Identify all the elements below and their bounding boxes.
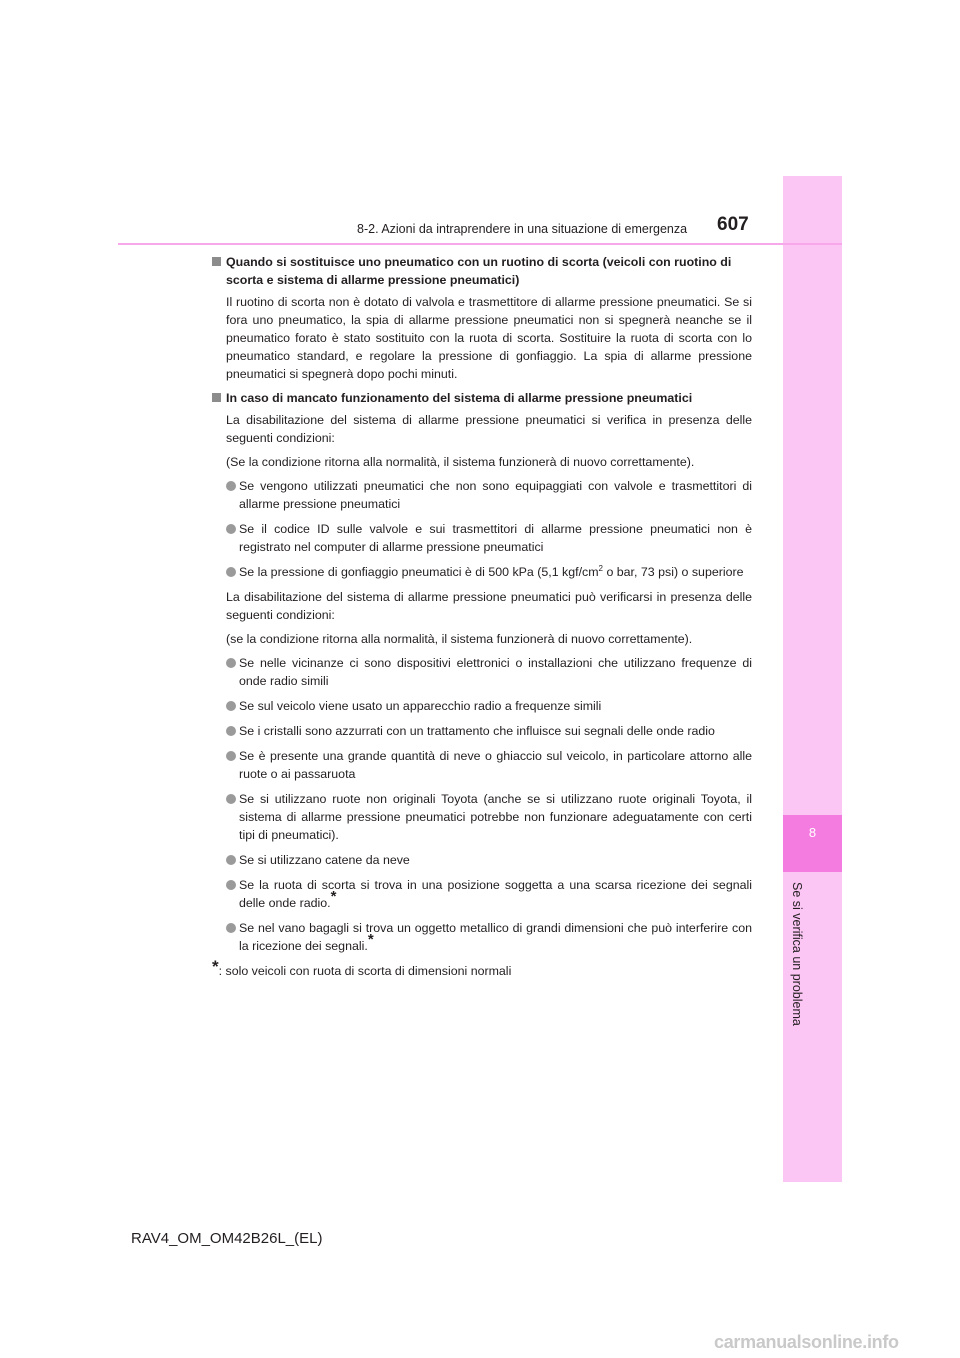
document-code: RAV4_OM_OM42B26L_(EL): [131, 1230, 323, 1247]
list-item: [226, 654, 752, 690]
section-heading: [212, 389, 752, 407]
footnote-asterisk: *: [212, 957, 219, 976]
round-bullet-icon: [226, 658, 236, 668]
list-item-text: Se la ruota di scorta si trova in una posizione soggetta a una scarsa ricezione dei segnali delle onde radio.: [239, 878, 752, 910]
round-bullet-icon: [226, 726, 236, 736]
watermark: carmanualsonline.info: [714, 1332, 899, 1352]
asterisk-mark: *: [330, 888, 337, 905]
header-divider: [118, 243, 842, 245]
section-heading: [212, 253, 752, 289]
list-item: [226, 520, 752, 556]
square-bullet-icon: [212, 257, 221, 266]
asterisk-mark: *: [367, 931, 374, 948]
list-item: [226, 790, 752, 844]
page-content: [212, 253, 752, 980]
round-bullet-icon: [226, 567, 236, 577]
list-item: [226, 722, 752, 740]
list-item-text: Se nelle vicinanze ci sono dispositivi elettronici o installazioni che utilizzano frequenze di onde radio simili: [239, 656, 752, 688]
round-bullet-icon: [226, 481, 236, 491]
chapter-title: Se si verifica un problema: [790, 882, 804, 1026]
list-item-text: Se i cristalli sono azzurrati con un trattamento che influisce sui segnali delle onde radio: [239, 724, 715, 738]
list-item: [226, 851, 752, 869]
list-item-text: Se è presente una grande quantità di neve o ghiaccio sul veicolo, in particolare attorno alle ruote o ai passaruota: [239, 749, 752, 781]
list-item: [226, 876, 752, 912]
list-item: [226, 919, 752, 955]
section-title: 8-2. Azioni da intraprendere in una situazione di emergenza: [357, 222, 688, 236]
list-item-text: Se vengono utilizzati pneumatici che non sono equipaggiati con valvole e trasmettitori di allarme pressione pneumatici: [239, 479, 752, 511]
footnote-text: : solo veicoli con ruota di scorta di dimensioni normali: [218, 964, 512, 978]
list-item-text: Se nel vano bagagli si trova un oggetto metallico di grandi dimensioni che può interferire con la ricezione dei segnali.: [239, 921, 752, 953]
chapter-number: 8: [808, 825, 817, 840]
paragraph: La disabilitazione del sistema di allarme pressione pneumatici si verifica in presenza delle seguenti condizioni:: [226, 413, 752, 445]
round-bullet-icon: [226, 794, 236, 804]
round-bullet-icon: [226, 923, 236, 933]
heading-text: In caso di mancato funzionamento del sistema di allarme pressione pneumatici: [226, 391, 693, 405]
list-item-text: Se la pressione di gonfiaggio pneumatici è di 500 kPa (5,1 kgf/cm: [239, 565, 599, 579]
footnote: [212, 957, 752, 980]
page-number: 607: [717, 214, 749, 235]
paragraph: (Se la condizione ritorna alla normalità, il sistema funzionerà di nuovo correttamente).: [226, 455, 695, 469]
round-bullet-icon: [226, 701, 236, 711]
list-item-text: Se si utilizzano catene da neve: [239, 853, 410, 867]
list-item: [226, 697, 752, 715]
paragraph: La disabilitazione del sistema di allarme pressione pneumatici può verificarsi in presenza delle seguenti condizioni:: [226, 590, 752, 622]
list-item-text: Se si utilizzano ruote non originali Toyota (anche se si utilizzano ruote originali Toyota, il sistema di allarme pressione pneumatici potrebbe non funzionare adeguatamente con certi tipi di pneumatici).: [239, 792, 752, 842]
round-bullet-icon: [226, 524, 236, 534]
list-item-text: Se sul veicolo viene usato un apparecchio radio a frequenze simili: [239, 699, 602, 713]
paragraph: (se la condizione ritorna alla normalità, il sistema funzionerà di nuovo correttamente).: [226, 632, 693, 646]
paragraph: Il ruotino di scorta non è dotato di valvola e trasmettitore di allarme pressione pneumatici. Se si fora uno pneumatico, la spia di allarme pressione pneumatici non si spegnerà neanche se il pneumatico forato è stato sostituito con la ruota di scorta. Sostituire la ruota di scorta con lo pneumatico standard, e regolare la pressione di gonfiaggio. La spia di allarme pressione pneumatici si spegnerà dopo pochi minuti.: [226, 295, 752, 381]
round-bullet-icon: [226, 751, 236, 761]
list-item: [226, 477, 752, 513]
round-bullet-icon: [226, 880, 236, 890]
list-item-text: Se il codice ID sulle valvole e sui trasmettitori di allarme pressione pneumatici non è registrato nel computer di allarme pressione pneumatici: [239, 522, 752, 554]
square-bullet-icon: [212, 393, 221, 402]
superscript: 2: [598, 563, 603, 573]
chapter-tab-highlight: [783, 815, 842, 872]
heading-text: Quando si sostituisce uno pneumatico con un ruotino di scorta (veicoli con ruotino di scorta e sistema di allarme pressione pneumatici): [226, 255, 732, 287]
list-item: [226, 563, 752, 581]
list-item-text: o bar, 73 psi) o superiore: [603, 565, 744, 579]
round-bullet-icon: [226, 855, 236, 865]
list-item: [226, 747, 752, 783]
